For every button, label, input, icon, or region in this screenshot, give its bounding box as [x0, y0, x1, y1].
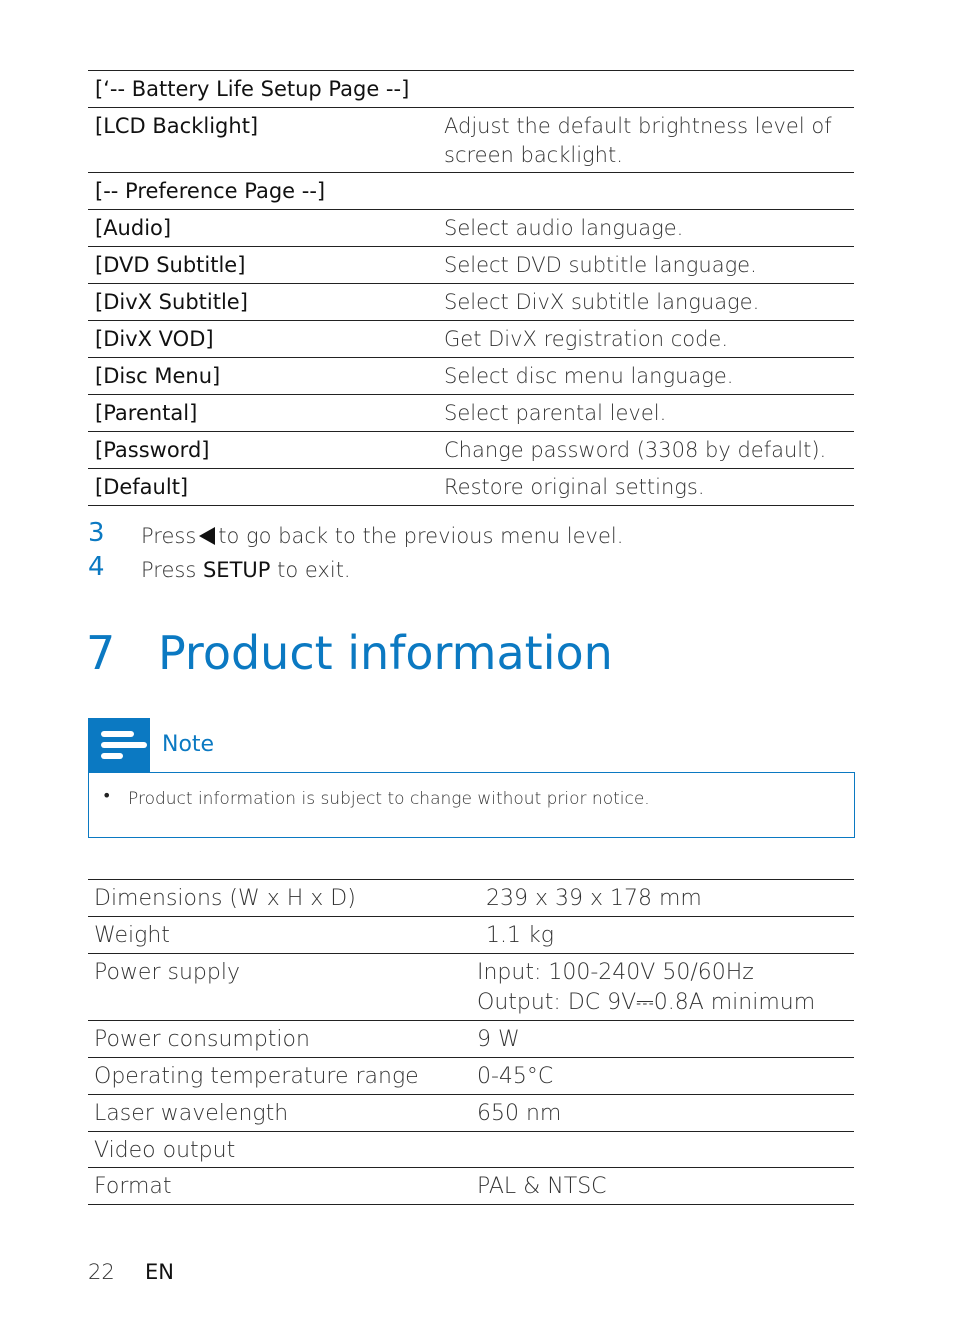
- setting-value: [444, 108, 854, 173]
- table-row: [88, 108, 854, 173]
- table-row: [88, 432, 854, 469]
- setting-value: [444, 173, 854, 210]
- table-row: [88, 395, 854, 432]
- spec-value: 9 W: [477, 1027, 520, 1052]
- setting-key: [DivX VOD]: [95, 327, 214, 351]
- chapter-title: Product information: [158, 626, 613, 680]
- table-row: [88, 1095, 854, 1132]
- setting-value-line1: Adjust the default brightness level of: [444, 114, 832, 138]
- settings-table: [88, 70, 854, 506]
- page-number: 22: [88, 1260, 115, 1284]
- setting-key: [Default]: [95, 475, 189, 499]
- setting-value: Select disc menu language.: [444, 364, 734, 388]
- spec-key: Power consumption: [94, 1027, 310, 1052]
- spec-table: [88, 879, 854, 1205]
- setting-value: Get DivX registration code.: [444, 327, 729, 351]
- step-number: 4: [88, 552, 105, 582]
- table-row: [88, 954, 854, 1021]
- spec-key: Video output: [94, 1138, 236, 1163]
- left-triangle-icon: [199, 527, 215, 545]
- step-text-after: to go back to the previous menu level.: [218, 524, 624, 548]
- table-row: [88, 210, 854, 247]
- note-box: [88, 772, 855, 838]
- table-row: [88, 358, 854, 395]
- language-code: EN: [145, 1260, 174, 1284]
- setting-value-line2: screen backlight.: [444, 143, 623, 167]
- spec-value-line1: Input: 100-240V 50/60Hz: [477, 960, 754, 985]
- spec-value: [477, 1132, 854, 1168]
- setting-value: Select DivX subtitle language.: [444, 290, 760, 314]
- table-row: [88, 284, 854, 321]
- setting-key: [‘-- Battery Life Setup Page --]: [95, 77, 410, 101]
- step-text-before: Press: [141, 558, 197, 582]
- spec-key: Laser wavelength: [94, 1101, 289, 1126]
- spec-value: 239 x 39 x 178 mm: [486, 886, 702, 911]
- note-text: Product information is subject to change without prior notice.: [128, 789, 650, 809]
- step-number: 3: [88, 518, 105, 548]
- spec-key: Operating temperature range: [94, 1064, 419, 1089]
- table-row: [88, 173, 854, 210]
- setting-key: [Parental]: [95, 401, 198, 425]
- table-row: [88, 1168, 854, 1205]
- setting-key: [Audio]: [95, 216, 172, 240]
- setting-key: [Disc Menu]: [95, 364, 221, 388]
- setting-key: [-- Preference Page --]: [95, 179, 326, 203]
- setting-key: [LCD Backlight]: [95, 114, 259, 138]
- step-text: [141, 522, 623, 550]
- spec-value: 650 nm: [477, 1101, 562, 1126]
- setting-key: [DVD Subtitle]: [95, 253, 246, 277]
- note-bullet: •: [102, 786, 112, 805]
- spec-value: 0-45°C: [477, 1064, 554, 1089]
- setting-value: [444, 71, 854, 108]
- spec-value: [477, 954, 854, 1021]
- page-footer: [88, 1259, 174, 1285]
- table-row: [88, 469, 854, 506]
- note-label: Note: [162, 732, 215, 757]
- spec-key: Format: [94, 1174, 172, 1199]
- table-row: [88, 1058, 854, 1095]
- step-text: [141, 556, 351, 584]
- step-text-emph: SETUP: [202, 558, 271, 582]
- chapter-heading: [86, 625, 613, 681]
- step-text-before: Press: [141, 524, 197, 548]
- table-row: [88, 917, 854, 954]
- table-row: [88, 1021, 854, 1058]
- spec-key: Dimensions (W x H x D): [94, 886, 356, 911]
- spec-key: Power supply: [94, 960, 240, 985]
- setting-value: Select audio language.: [444, 216, 684, 240]
- note-lines-icon: [88, 718, 150, 772]
- setting-value: Select DVD subtitle language.: [444, 253, 757, 277]
- table-row: [88, 1132, 854, 1168]
- spec-value: 1.1 kg: [486, 923, 554, 948]
- chapter-number: 7: [86, 626, 116, 680]
- step-text-after: to exit.: [277, 558, 351, 582]
- table-row: [88, 880, 854, 917]
- spec-key: Weight: [94, 923, 170, 948]
- setting-value: Select parental level.: [444, 401, 667, 425]
- table-row: [88, 71, 854, 108]
- setting-key: [Password]: [95, 438, 210, 462]
- setting-key: [DivX Subtitle]: [95, 290, 248, 314]
- spec-value: PAL & NTSC: [477, 1174, 607, 1199]
- setting-value: Change password (3308 by default).: [444, 438, 827, 462]
- table-row: [88, 321, 854, 358]
- spec-value-line2: Output: DC 9V⎓0.8A minimum: [477, 990, 816, 1015]
- setting-value: Restore original settings.: [444, 475, 705, 499]
- table-row: [88, 247, 854, 284]
